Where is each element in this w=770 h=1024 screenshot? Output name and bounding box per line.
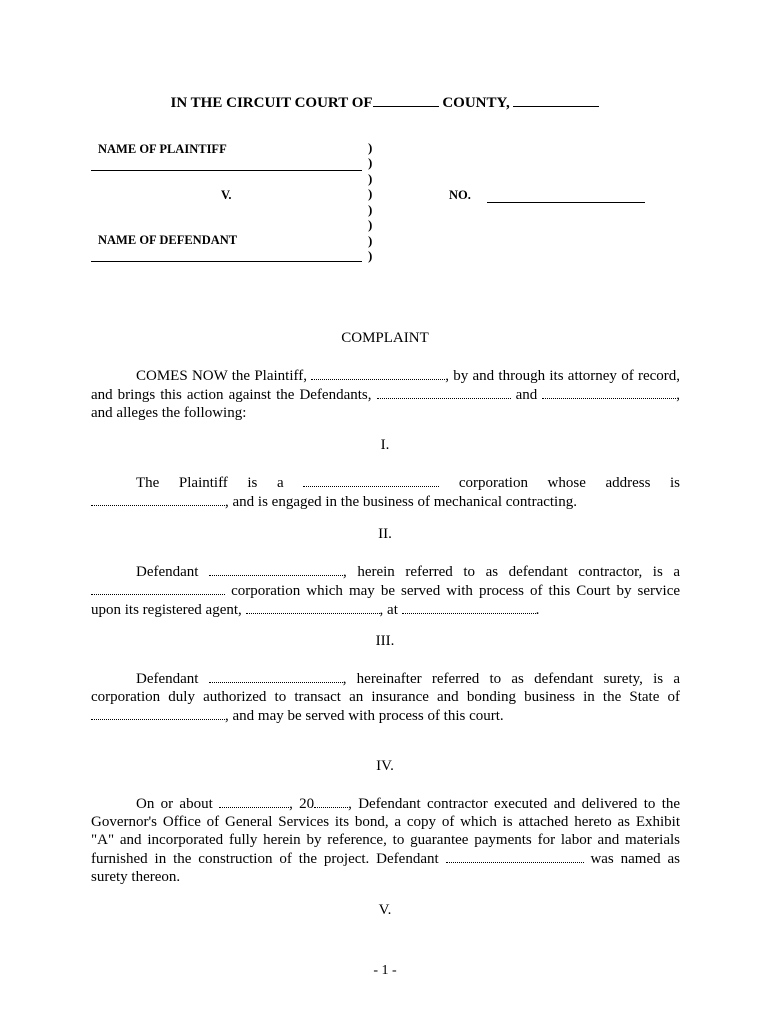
text: COMES NOW the Plaintiff, — [136, 368, 307, 384]
court-caption-title — [0, 93, 770, 112]
text: and alleges the following: — [91, 405, 247, 421]
agent-address-blank[interactable] — [402, 600, 536, 614]
document-title: COMPLAINT — [341, 330, 429, 346]
plaintiff-blank[interactable] — [311, 366, 445, 380]
text: , Defendant contractor executed and delivered to the — [348, 796, 681, 812]
contractor-name-blank[interactable] — [209, 562, 343, 576]
section-2-paragraph — [91, 562, 680, 619]
text: corporation which may be served with process of this Court by service — [231, 583, 681, 599]
text: surety thereon. — [91, 869, 181, 885]
court-prefix: IN THE CIRCUIT COURT OF — [170, 95, 373, 111]
versus-label: V. — [221, 188, 232, 202]
defendant-name-line[interactable] — [91, 261, 362, 262]
county-label: COUNTY, — [442, 95, 510, 111]
text: corporation whose address is — [458, 475, 681, 491]
text: Governor's Office of General Services its bond, a copy of which is attached hereto as Exhibit — [91, 814, 680, 830]
section-heading: I. — [380, 437, 390, 453]
registered-agent-blank[interactable] — [246, 600, 380, 614]
plaintiff-address-blank[interactable] — [91, 492, 225, 506]
text: , herein referred to as defendant contractor, is a — [343, 564, 681, 580]
plaintiff-name-line[interactable] — [91, 170, 362, 171]
bond-year-blank[interactable] — [314, 794, 348, 808]
caption-paren: ) — [368, 140, 373, 155]
section-heading: III. — [375, 633, 395, 649]
text: , — [676, 387, 681, 403]
surety-state-blank[interactable] — [91, 706, 225, 720]
section-3-paragraph — [91, 669, 680, 725]
caption-paren: ) — [368, 233, 373, 248]
text: furnished in the construction of the project. Defendant — [91, 851, 439, 867]
defendant-1-blank[interactable] — [377, 385, 511, 399]
section-heading: V. — [378, 902, 392, 918]
caption-paren: ) — [368, 202, 373, 217]
caption-paren: ) — [368, 186, 373, 201]
text: and — [515, 387, 538, 403]
contractor-state-blank[interactable] — [91, 581, 225, 595]
text: corporation duly authorized to transact an insurance and bonding business in the State of — [91, 689, 680, 705]
caption-paren: ) — [368, 155, 373, 170]
opening-paragraph — [91, 366, 680, 422]
defendant-2-blank[interactable] — [542, 385, 676, 399]
section-4-paragraph — [91, 794, 680, 886]
county-name-blank[interactable] — [373, 93, 439, 107]
text: , and is engaged in the business of mechanical contracting. — [225, 494, 577, 510]
text: Defendant — [136, 671, 199, 687]
text: . — [535, 602, 540, 618]
text: Defendant — [136, 564, 199, 580]
text: On or about — [136, 796, 213, 812]
text: "A" and incorporated fully herein by reference, to guarantee payments for labor and materials — [91, 832, 680, 848]
page-number: - 1 - — [373, 963, 397, 978]
caption-paren: ) — [368, 217, 373, 232]
case-number-line[interactable] — [487, 202, 645, 203]
state-of-incorporation-blank[interactable] — [303, 473, 439, 487]
plaintiff-label: NAME OF PLAINTIFF — [98, 142, 227, 156]
text: , 20 — [289, 796, 315, 812]
text: , hereinafter referred to as defendant surety, is a — [342, 671, 680, 687]
section-1-paragraph — [91, 473, 680, 511]
bond-date-blank[interactable] — [219, 794, 289, 808]
caption-paren: ) — [368, 248, 373, 263]
text: , at — [379, 602, 398, 618]
section-heading: IV. — [376, 758, 394, 774]
case-number-label: NO. — [449, 188, 471, 202]
surety-named-blank[interactable] — [446, 849, 584, 863]
text: The Plaintiff is a — [136, 475, 284, 491]
caption-paren: ) — [368, 171, 373, 186]
surety-name-blank[interactable] — [209, 669, 343, 683]
defendant-label: NAME OF DEFENDANT — [98, 233, 238, 247]
text: , and may be served with process of this court. — [225, 708, 504, 724]
text: and brings this action against the Defendants, — [91, 387, 372, 403]
state-name-blank[interactable] — [513, 93, 599, 107]
text: , by and through its attorney of record, — [445, 368, 680, 384]
text: was named as — [590, 851, 681, 867]
text: upon its registered agent, — [91, 602, 242, 618]
section-heading: II. — [378, 526, 392, 542]
